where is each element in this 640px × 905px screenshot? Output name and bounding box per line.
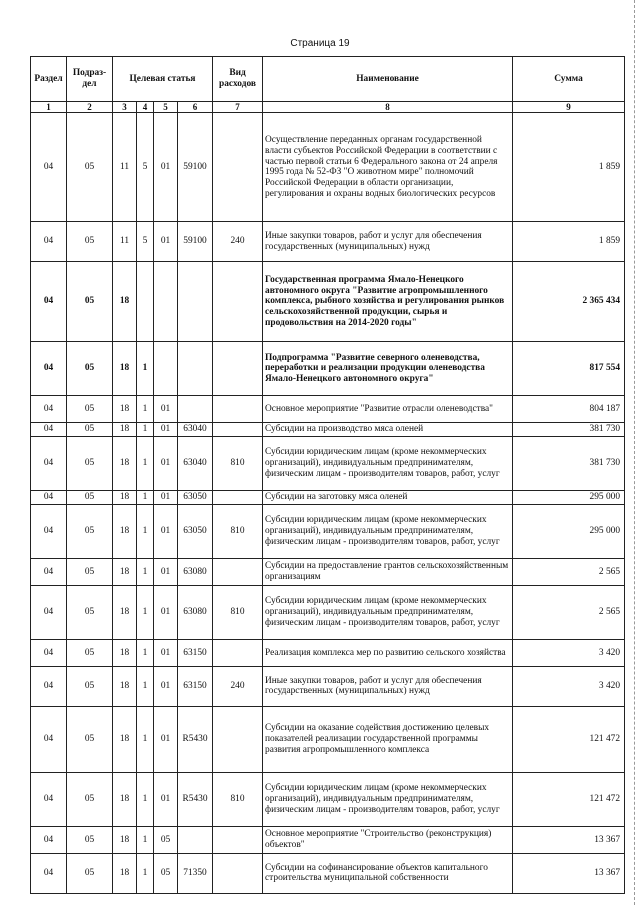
cell-sum: 381 730	[513, 437, 625, 491]
cell-target-direction: 63150	[178, 639, 213, 666]
cell-podrazdel: 05	[67, 222, 113, 262]
cell-sum: 121 472	[513, 772, 625, 826]
cell-sum: 13 367	[513, 853, 625, 893]
cell-podrazdel: 05	[67, 504, 113, 558]
cell-target-direction: 71350	[178, 853, 213, 893]
budget-table	[30, 56, 625, 894]
cell-target-event	[154, 262, 178, 342]
cell-target-subprogram: 1	[137, 639, 154, 666]
cell-vid	[213, 491, 263, 505]
column-number: 2	[67, 102, 113, 113]
cell-vid: 810	[213, 772, 263, 826]
cell-target-program: 11	[113, 113, 137, 222]
table-row	[31, 342, 625, 396]
cell-name: Подпрограмма "Развитие северного оленеводства, переработки и реализации продукции оленеводства Ямало-Ненецкого автономного округа"	[263, 342, 513, 396]
table-row	[31, 706, 625, 772]
cell-razdel: 04	[31, 437, 67, 491]
table-row	[31, 437, 625, 491]
page-edge	[634, 0, 640, 905]
cell-vid: 240	[213, 222, 263, 262]
cell-vid	[213, 706, 263, 772]
cell-razdel: 04	[31, 396, 67, 423]
cell-podrazdel: 05	[67, 853, 113, 893]
cell-vid	[213, 262, 263, 342]
cell-target-program: 18	[113, 853, 137, 893]
table-row	[31, 262, 625, 342]
cell-target-subprogram: 1	[137, 826, 154, 853]
cell-target-event: 01	[154, 491, 178, 505]
cell-target-direction	[178, 396, 213, 423]
cell-target-program: 18	[113, 585, 137, 639]
cell-podrazdel: 05	[67, 585, 113, 639]
column-number: 8	[263, 102, 513, 113]
cell-sum: 2 365 434	[513, 262, 625, 342]
header-razdel: Раздел	[31, 57, 67, 102]
cell-target-subprogram: 1	[137, 423, 154, 437]
cell-podrazdel: 05	[67, 113, 113, 222]
cell-target-program: 18	[113, 396, 137, 423]
cell-target-event: 01	[154, 423, 178, 437]
header-podrazdel: Подраз-дел	[67, 57, 113, 102]
column-number: 7	[213, 102, 263, 113]
header-row	[31, 57, 625, 102]
table-row	[31, 853, 625, 893]
cell-target-direction: 63040	[178, 423, 213, 437]
cell-podrazdel: 05	[67, 666, 113, 706]
column-numbers-row	[31, 102, 625, 113]
cell-vid: 810	[213, 504, 263, 558]
table-body	[31, 113, 625, 894]
cell-target-event: 05	[154, 853, 178, 893]
cell-name: Субсидии на предоставление грантов сельскохозяйственным организациям	[263, 558, 513, 585]
cell-target-subprogram: 1	[137, 491, 154, 505]
cell-podrazdel: 05	[67, 423, 113, 437]
table-row	[31, 772, 625, 826]
cell-target-subprogram: 1	[137, 585, 154, 639]
cell-target-program: 18	[113, 639, 137, 666]
cell-podrazdel: 05	[67, 639, 113, 666]
cell-name: Субсидии юридическим лицам (кроме некоммерческих организаций), индивидуальным предпринимателям, физическим лицам - производителям товаров, работ, услуг	[263, 772, 513, 826]
column-number: 4	[137, 102, 154, 113]
column-number: 9	[513, 102, 625, 113]
cell-target-direction: 63050	[178, 504, 213, 558]
cell-target-direction: 63050	[178, 491, 213, 505]
cell-podrazdel: 05	[67, 706, 113, 772]
cell-target-subprogram: 1	[137, 853, 154, 893]
cell-sum: 295 000	[513, 504, 625, 558]
cell-vid	[213, 423, 263, 437]
cell-razdel: 04	[31, 113, 67, 222]
cell-sum: 1 859	[513, 113, 625, 222]
cell-sum: 3 420	[513, 639, 625, 666]
cell-name: Субсидии на заготовку мяса оленей	[263, 491, 513, 505]
cell-target-subprogram: 1	[137, 666, 154, 706]
table-row	[31, 826, 625, 853]
cell-sum: 13 367	[513, 826, 625, 853]
cell-target-event: 01	[154, 558, 178, 585]
cell-razdel: 04	[31, 491, 67, 505]
cell-razdel: 04	[31, 558, 67, 585]
cell-target-program: 18	[113, 772, 137, 826]
cell-target-subprogram: 1	[137, 396, 154, 423]
cell-target-direction	[178, 342, 213, 396]
cell-sum: 295 000	[513, 491, 625, 505]
cell-vid: 810	[213, 585, 263, 639]
cell-target-direction: R5430	[178, 772, 213, 826]
cell-razdel: 04	[31, 772, 67, 826]
table-row	[31, 396, 625, 423]
cell-vid	[213, 113, 263, 222]
cell-podrazdel: 05	[67, 437, 113, 491]
cell-razdel: 04	[31, 342, 67, 396]
table-row	[31, 558, 625, 585]
cell-target-event: 01	[154, 666, 178, 706]
cell-razdel: 04	[31, 826, 67, 853]
cell-name: Субсидии на производство мяса оленей	[263, 423, 513, 437]
cell-target-event: 01	[154, 437, 178, 491]
cell-name: Иные закупки товаров, работ и услуг для обеспечения государственных (муниципальных) нужд	[263, 666, 513, 706]
cell-target-direction: R5430	[178, 706, 213, 772]
cell-target-program: 18	[113, 423, 137, 437]
cell-razdel: 04	[31, 639, 67, 666]
cell-name: Субсидии на софинансирование объектов капитального строительства муниципальной собственности	[263, 853, 513, 893]
cell-razdel: 04	[31, 262, 67, 342]
cell-target-program: 18	[113, 504, 137, 558]
header-vid: Вид расходов	[213, 57, 263, 102]
cell-target-direction: 63040	[178, 437, 213, 491]
cell-vid	[213, 342, 263, 396]
cell-razdel: 04	[31, 423, 67, 437]
cell-sum: 121 472	[513, 706, 625, 772]
cell-name: Субсидии юридическим лицам (кроме некоммерческих организаций), индивидуальным предпринимателям, физическим лицам - производителям товаров, работ, услуг	[263, 504, 513, 558]
cell-podrazdel: 05	[67, 491, 113, 505]
cell-target-program: 18	[113, 826, 137, 853]
cell-razdel: 04	[31, 853, 67, 893]
cell-target-subprogram: 5	[137, 222, 154, 262]
cell-target-subprogram	[137, 262, 154, 342]
cell-target-program: 18	[113, 262, 137, 342]
cell-target-direction: 59100	[178, 113, 213, 222]
cell-name: Государственная программа Ямало-Ненецкого автономного округа "Развитие агропромышленного комплекса, рыбного хозяйства и регулирования рынков сельскохозяйственной продукции, сырья и продовольствия на 2014-2020 годы"	[263, 262, 513, 342]
cell-razdel: 04	[31, 585, 67, 639]
column-number: 6	[178, 102, 213, 113]
cell-vid	[213, 826, 263, 853]
column-number: 5	[154, 102, 178, 113]
cell-target-event	[154, 342, 178, 396]
cell-name: Осуществление переданных органам государственной власти субъектов Российской Федерации в соответствии с частью первой статьи 6 Федерального закона от 24 апреля 1995 года № 52-ФЗ "О животном мире" полномочий Российской Федерации в области организации, регулирования и охраны водных биологических ресурсов	[263, 113, 513, 222]
cell-target-direction: 59100	[178, 222, 213, 262]
cell-target-direction	[178, 262, 213, 342]
table-row	[31, 222, 625, 262]
cell-name: Субсидии на оказание содействия достижению целевых показателей реализации государственной программы развития агропромышленного комплекса	[263, 706, 513, 772]
cell-sum: 1 859	[513, 222, 625, 262]
header-sum: Сумма	[513, 57, 625, 102]
cell-target-direction	[178, 826, 213, 853]
cell-name: Субсидии юридическим лицам (кроме некоммерческих организаций), индивидуальным предпринимателям, физическим лицам - производителям товаров, работ, услуг	[263, 585, 513, 639]
table-row	[31, 113, 625, 222]
page-title: Страница 19	[290, 38, 350, 49]
cell-target-event: 01	[154, 222, 178, 262]
cell-target-event: 01	[154, 585, 178, 639]
cell-target-program: 18	[113, 437, 137, 491]
cell-sum: 2 565	[513, 585, 625, 639]
cell-target-direction: 63080	[178, 585, 213, 639]
cell-target-event: 01	[154, 706, 178, 772]
column-number: 1	[31, 102, 67, 113]
cell-name: Субсидии юридическим лицам (кроме некоммерческих организаций), индивидуальным предпринимателям, физическим лицам - производителям товаров, работ, услуг	[263, 437, 513, 491]
cell-target-event: 01	[154, 504, 178, 558]
cell-podrazdel: 05	[67, 342, 113, 396]
table-row	[31, 504, 625, 558]
table-row	[31, 666, 625, 706]
cell-podrazdel: 05	[67, 558, 113, 585]
cell-razdel: 04	[31, 666, 67, 706]
cell-podrazdel: 05	[67, 826, 113, 853]
cell-target-program: 18	[113, 342, 137, 396]
cell-target-program: 18	[113, 666, 137, 706]
cell-target-event: 01	[154, 113, 178, 222]
cell-target-event: 01	[154, 396, 178, 423]
cell-target-subprogram: 1	[137, 437, 154, 491]
cell-target-subprogram: 5	[137, 113, 154, 222]
cell-vid	[213, 639, 263, 666]
cell-target-subprogram: 1	[137, 558, 154, 585]
table-row	[31, 491, 625, 505]
cell-target-event: 01	[154, 772, 178, 826]
cell-sum: 381 730	[513, 423, 625, 437]
cell-razdel: 04	[31, 706, 67, 772]
cell-vid	[213, 396, 263, 423]
cell-name: Иные закупки товаров, работ и услуг для обеспечения государственных (муниципальных) нужд	[263, 222, 513, 262]
cell-target-program: 18	[113, 491, 137, 505]
column-number: 3	[113, 102, 137, 113]
cell-target-direction: 63150	[178, 666, 213, 706]
cell-razdel: 04	[31, 222, 67, 262]
cell-target-event: 01	[154, 639, 178, 666]
cell-name: Реализация комплекса мер по развитию сельского хозяйства	[263, 639, 513, 666]
cell-vid: 810	[213, 437, 263, 491]
cell-podrazdel: 05	[67, 772, 113, 826]
table-row	[31, 585, 625, 639]
cell-target-subprogram: 1	[137, 342, 154, 396]
cell-vid	[213, 558, 263, 585]
cell-target-direction: 63080	[178, 558, 213, 585]
cell-target-program: 11	[113, 222, 137, 262]
cell-target-event: 05	[154, 826, 178, 853]
cell-vid	[213, 853, 263, 893]
cell-name: Основное мероприятие "Строительство (реконструкция) объектов"	[263, 826, 513, 853]
cell-razdel: 04	[31, 504, 67, 558]
cell-sum: 3 420	[513, 666, 625, 706]
cell-target-subprogram: 1	[137, 504, 154, 558]
cell-sum: 804 187	[513, 396, 625, 423]
header-name: Наименование	[263, 57, 513, 102]
table-row	[31, 639, 625, 666]
cell-vid: 240	[213, 666, 263, 706]
table-row	[31, 423, 625, 437]
cell-target-program: 18	[113, 706, 137, 772]
cell-name: Основное мероприятие "Развитие отрасли оленеводства"	[263, 396, 513, 423]
cell-sum: 817 554	[513, 342, 625, 396]
cell-podrazdel: 05	[67, 396, 113, 423]
cell-target-subprogram: 1	[137, 772, 154, 826]
cell-podrazdel: 05	[67, 262, 113, 342]
cell-sum: 2 565	[513, 558, 625, 585]
cell-target-subprogram: 1	[137, 706, 154, 772]
header-target: Целевая статья	[113, 57, 213, 102]
cell-target-program: 18	[113, 558, 137, 585]
